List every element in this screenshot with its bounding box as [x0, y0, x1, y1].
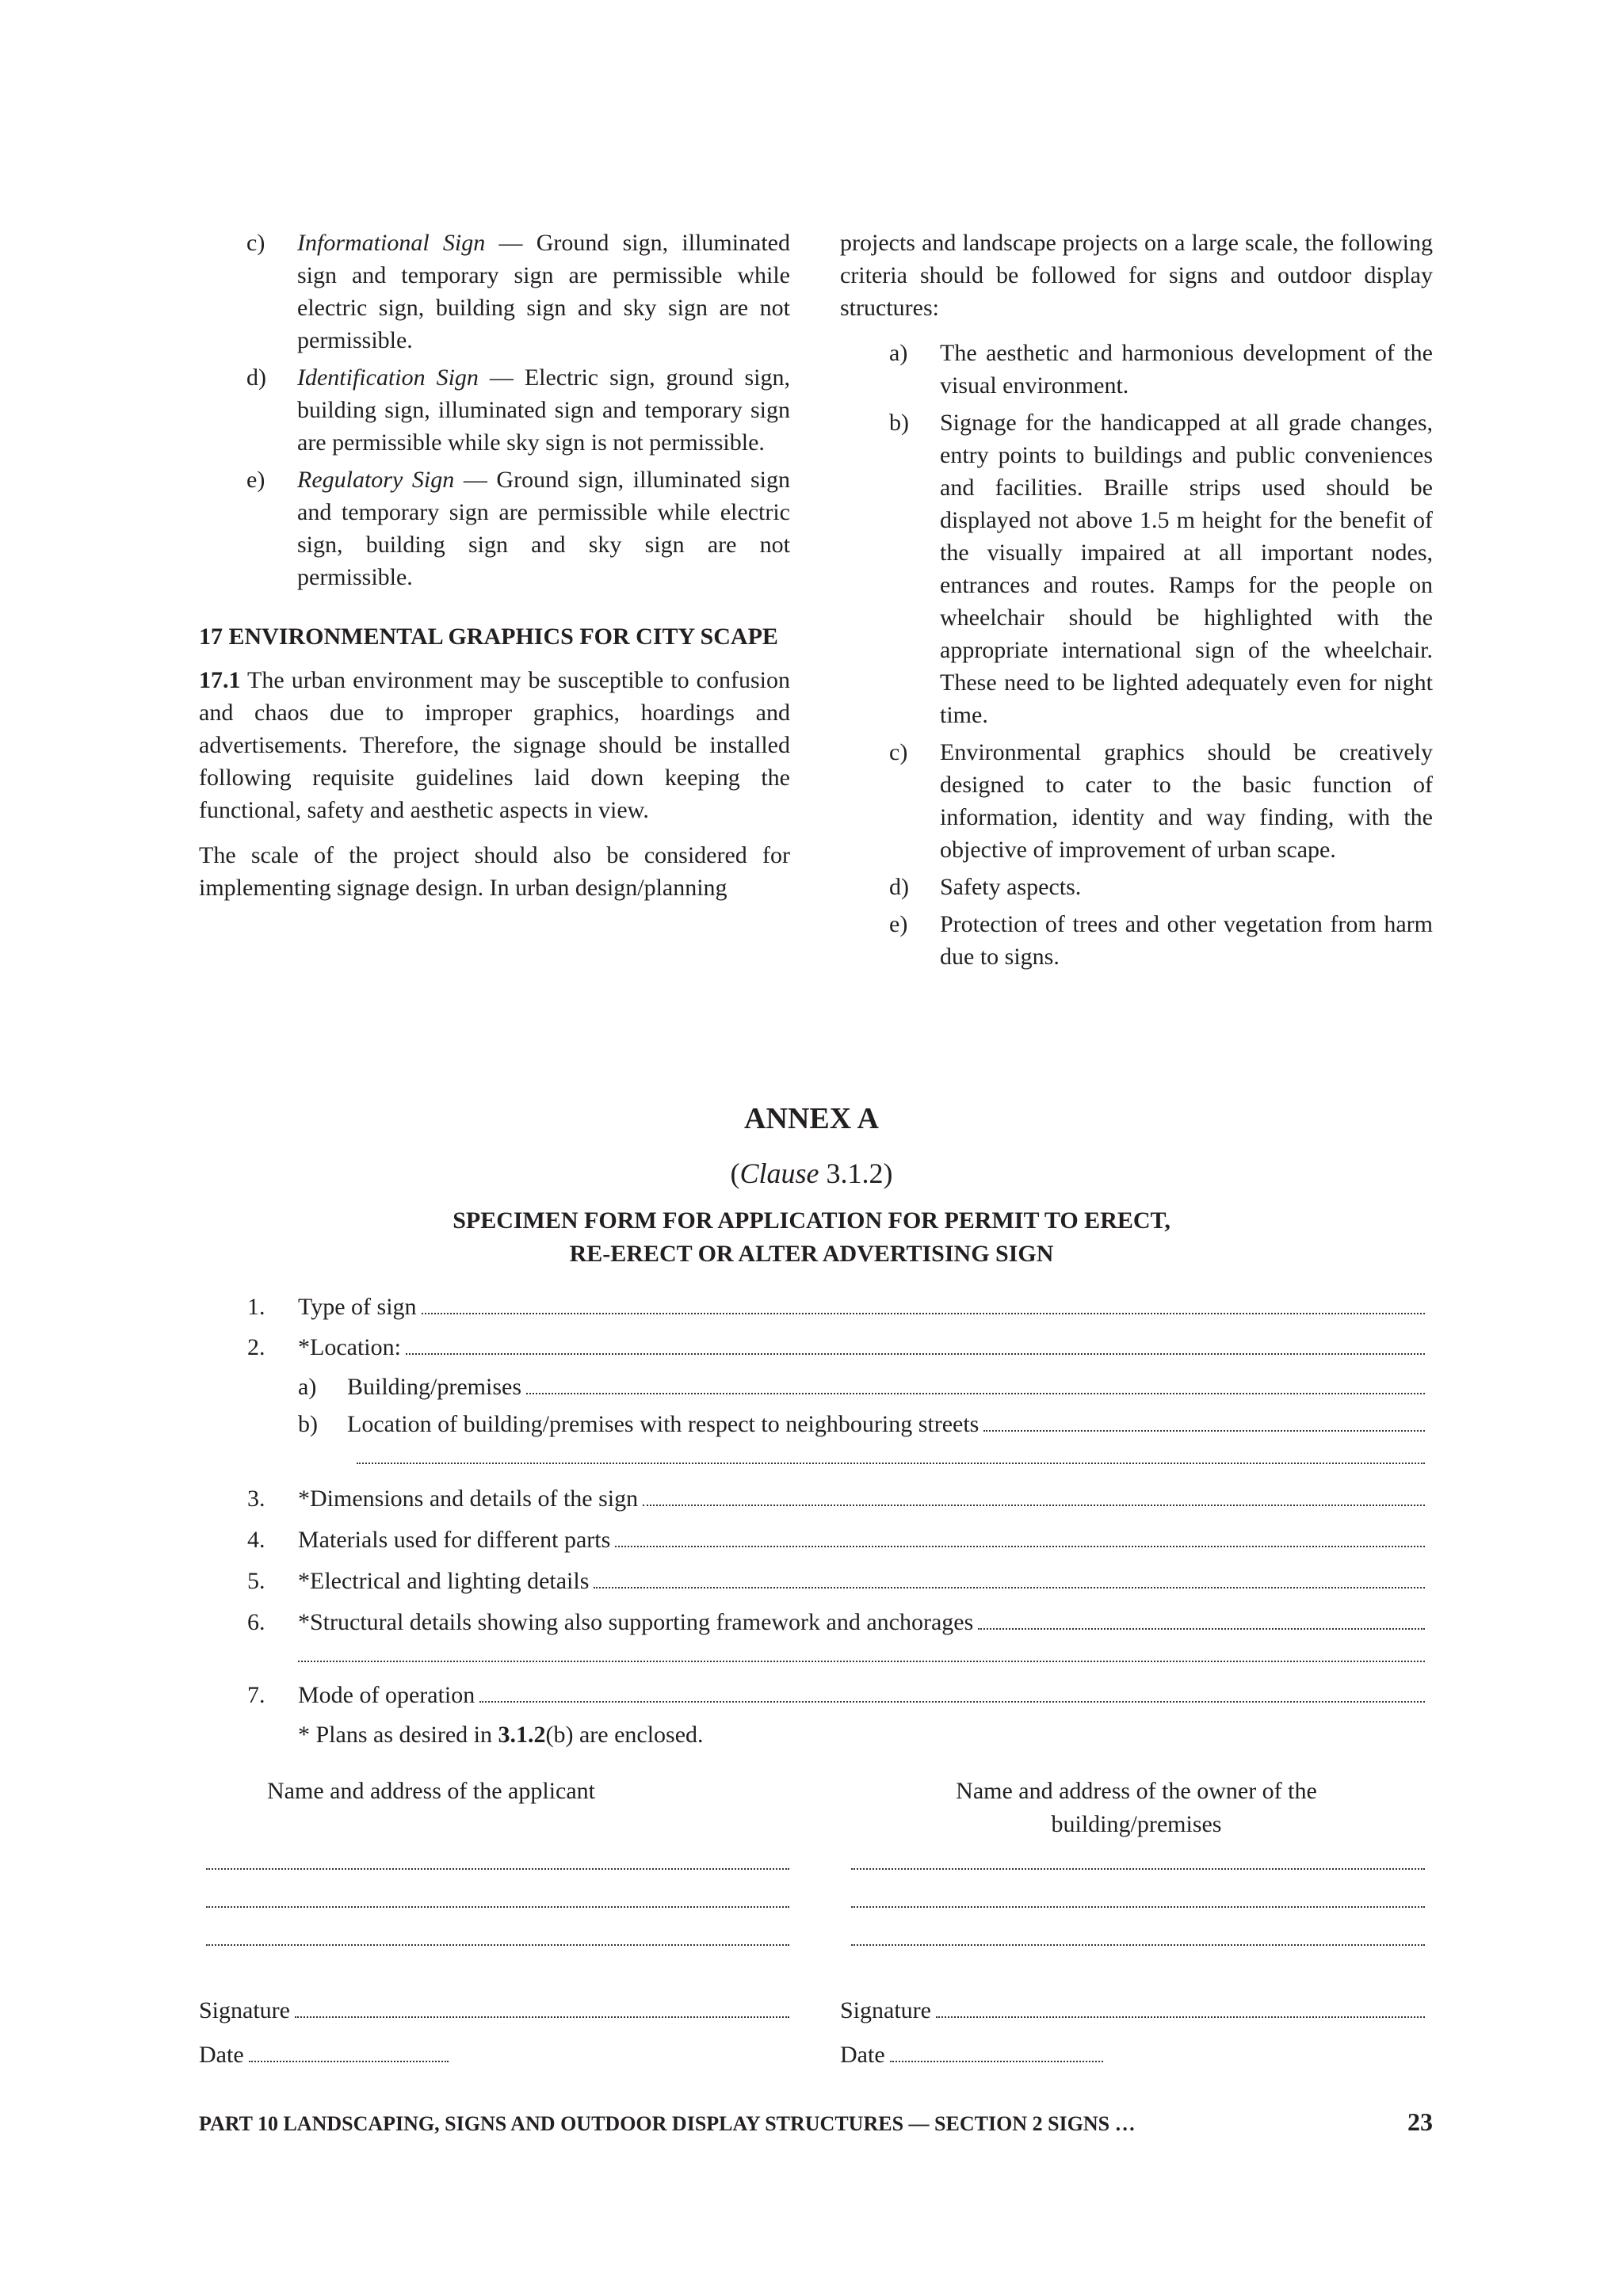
item-label: e)	[889, 911, 908, 937]
item-label: d)	[246, 364, 266, 391]
fill-in-line[interactable]	[978, 1609, 1425, 1630]
fill-in-line[interactable]	[594, 1568, 1425, 1589]
fill-in-line[interactable]	[983, 1411, 1425, 1432]
item-label: c)	[246, 230, 265, 256]
form-row-structural: 6. *Structural details showing also supporting framework and anchorages	[247, 1607, 1425, 1638]
form-title: SPECIMEN FORM FOR APPLICATION FOR PERMIT TO ERECT, RE-ERECT OR ALTER ADVERTISING SIGN	[453, 1207, 1170, 1267]
applicant-line[interactable]	[206, 1943, 789, 1946]
list-item-e-regulatory: e) Regulatory Sign — Ground sign, illuminated sign and temporary sign are permissible while electric sign, building sign and sky sign are not permissible.	[246, 463, 790, 593]
form-row-materials: 4. Materials used for different parts	[247, 1524, 1425, 1556]
right-column	[840, 227, 1433, 978]
criteria-item-a	[840, 337, 1433, 402]
fill-in-line[interactable]	[357, 1461, 1425, 1464]
item-label: a)	[889, 340, 908, 366]
paragraph-17-1: 17.1 The urban environment may be susceptible to confusion and chaos due to improper graphics, hoardings and advertisements. Therefore, the signage should be installed following requisite guidelines laid down keeping the functional, safety and aesthetic aspects in view.	[199, 667, 790, 823]
item-title: Informational Sign	[297, 230, 486, 256]
item-title: Regulatory Sign	[297, 467, 455, 493]
fill-in-line[interactable]	[526, 1374, 1425, 1394]
list-item-d-identification: d) Identification Sign — Electric sign, ground sign, building sign, illuminated sign and temporary sign are permissible while sky sign is not permissible.	[246, 361, 790, 459]
form-row-dimensions: 3. *Dimensions and details of the sign	[247, 1483, 1425, 1515]
page-number: 23	[1407, 2107, 1433, 2136]
date-field[interactable]	[249, 2042, 449, 2062]
plans-note: * Plans as desired in 3.1.2(b) are enclosed.	[298, 1722, 704, 1748]
clause-number: 17.1	[199, 667, 241, 693]
page-footer	[199, 2107, 1433, 2137]
criteria-item-d	[840, 871, 1433, 903]
fill-in-line[interactable]	[406, 1334, 1425, 1355]
owner-signature: Signature	[840, 1995, 1425, 2027]
item-text: Ground sign, illuminated sign and temporary sign are permissible while electric sign, building sign and sky sign are not permissible.	[297, 467, 791, 590]
applicant-date: Date	[199, 2039, 449, 2071]
item-label: b)	[889, 410, 909, 436]
paragraph-intro: projects and landscape projects on a large scale, the following criteria should be followed for signs and outdoor display structures:	[840, 230, 1433, 321]
applicant-line[interactable]	[206, 1905, 789, 1908]
signature-field[interactable]	[295, 1997, 789, 2018]
paragraph-scale: The scale of the project should also be considered for implementing signage design. In urban design/planning	[199, 842, 790, 901]
owner-date: Date	[840, 2039, 1103, 2071]
item-text: Ground sign, illuminated sign and temporary sign are permissible while electric sign, building sign and sky sign are not permissible.	[297, 230, 790, 353]
criteria-item-b	[840, 406, 1433, 731]
item-text: Protection of trees and other vegetation from harm due to signs.	[940, 911, 1433, 970]
item-label: c)	[889, 739, 908, 765]
criteria-item-c	[840, 736, 1433, 866]
form-row-type-of-sign: 1. Type of sign	[247, 1291, 1425, 1323]
date-field[interactable]	[890, 2042, 1103, 2062]
section-heading: 17 ENVIRONMENTAL GRAPHICS FOR CITY SCAPE	[199, 624, 778, 650]
item-text: Electric sign, ground sign, building sign, illuminated sign and temporary sign are permissible while sky sign is not permissible.	[297, 364, 791, 456]
form-row-location-streets: b) Location of building/premises with respect to neighbouring streets	[247, 1409, 1425, 1440]
item-text: Environmental graphics should be creatively designed to cater to the basic function of information, identity and way finding, with the objective of improvement of urban scape.	[940, 739, 1433, 863]
applicant-line[interactable]	[206, 1867, 789, 1870]
item-title: Identification Sign	[297, 364, 479, 391]
annex-clause: (Clause 3.1.2)	[730, 1158, 893, 1189]
signature-field[interactable]	[936, 1997, 1425, 2018]
form-row-mode-of-operation: 7. Mode of operation	[247, 1680, 1425, 1711]
owner-heading: Name and address of the owner of the building/premises	[956, 1778, 1317, 1837]
item-text: Safety aspects.	[940, 874, 1082, 900]
form-row-building-premises: a) Building/premises	[247, 1371, 1425, 1403]
owner-line[interactable]	[851, 1867, 1425, 1870]
owner-line[interactable]	[851, 1905, 1425, 1908]
owner-line[interactable]	[851, 1943, 1425, 1946]
annex-title: ANNEX A	[744, 1102, 879, 1135]
item-text: The aesthetic and harmonious development of the visual environment.	[940, 340, 1433, 399]
fill-in-line[interactable]	[298, 1659, 1425, 1662]
criteria-item-e	[840, 908, 1433, 973]
applicant-signature: Signature	[199, 1995, 789, 2027]
form-row-electrical: 5. *Electrical and lighting details	[247, 1566, 1425, 1597]
running-footer: PART 10 LANDSCAPING, SIGNS AND OUTDOOR DISPLAY STRUCTURES — SECTION 2 SIGNS …	[199, 2112, 1136, 2135]
fill-in-line[interactable]	[479, 1682, 1425, 1703]
item-text: Signage for the handicapped at all grade changes, entry points to buildings and public conveniences and facilities. Braille strips used should be displayed not above 1.5 m height for the benefit of the visually impaired at all important nodes, entrances and routes. Ramps for the people on wheelchair should be highlighted with the appropriate international sign of the wheelchair. These need to be lighted adequately even for night time.	[940, 410, 1433, 728]
item-label: d)	[889, 874, 909, 900]
fill-in-line[interactable]	[615, 1527, 1425, 1547]
fill-in-line[interactable]	[422, 1294, 1425, 1314]
item-label: e)	[246, 467, 265, 493]
fill-in-line[interactable]	[643, 1486, 1425, 1506]
list-item-c-informational: c) Informational Sign — Ground sign, illuminated sign and temporary sign are permissible while electric sign, building sign and sky sign are not permissible.	[246, 227, 790, 357]
left-column	[199, 227, 790, 904]
applicant-heading: Name and address of the applicant	[267, 1778, 596, 1804]
form-row-location: 2. *Location:	[247, 1332, 1425, 1363]
